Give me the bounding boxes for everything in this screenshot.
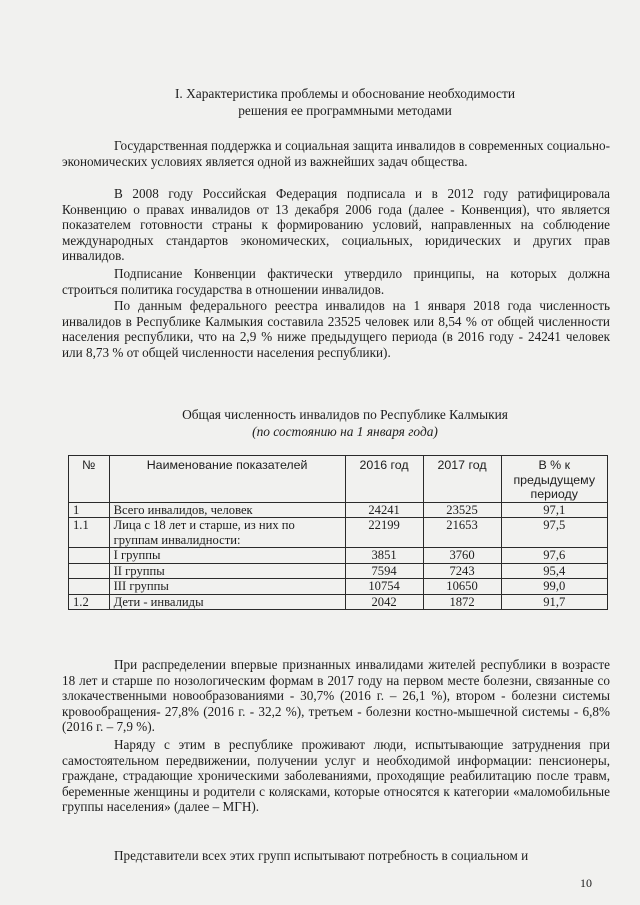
header-num: № bbox=[69, 456, 110, 503]
disability-stats-table bbox=[68, 455, 608, 610]
header-2016: 2016 год bbox=[345, 456, 423, 503]
table-header-row bbox=[69, 456, 608, 503]
cell-name: I группы bbox=[109, 548, 345, 564]
cell-2016: 22199 bbox=[345, 518, 423, 548]
cell-name: Всего инвалидов, человек bbox=[109, 502, 345, 518]
cell-num bbox=[69, 579, 110, 595]
cell-pct: 97,1 bbox=[501, 502, 608, 518]
paragraph-state-support: Государственная поддержка и социальная защита инвалидов в современных социально-экономических условиях является одной из важнейших задач общества. bbox=[62, 138, 610, 169]
page-number: 10 bbox=[580, 876, 592, 890]
cell-2016: 24241 bbox=[345, 502, 423, 518]
cell-pct: 97,6 bbox=[501, 548, 608, 564]
cell-name: Лица с 18 лет и старше, из них по группам инвалидности: bbox=[109, 518, 345, 548]
section-title-line-2: решения ее программными методами bbox=[238, 103, 452, 118]
table-row bbox=[69, 518, 608, 548]
table-row bbox=[69, 563, 608, 579]
section-title bbox=[120, 85, 570, 119]
cell-2016: 2042 bbox=[345, 594, 423, 610]
paragraph-convention: В 2008 году Российская Федерация подписала и в 2012 году ратифицировала Конвенцию о правах инвалидов от 13 декабря 2006 года (далее - Конвенция), что является показателем готовности страны к формированию условий, направленных на соблюдение международных стандартов экономических, социальных, юридических и других прав инвалидов. bbox=[62, 186, 610, 264]
paragraph-needs: Представители всех этих групп испытывают потребность в социальном и bbox=[114, 848, 529, 863]
header-name: Наименование показателей bbox=[109, 456, 345, 503]
cell-name: III группы bbox=[109, 579, 345, 595]
cell-pct: 97,5 bbox=[501, 518, 608, 548]
table-row bbox=[69, 502, 608, 518]
cell-2017: 1872 bbox=[423, 594, 501, 610]
cell-2017: 23525 bbox=[423, 502, 501, 518]
cell-2017: 10650 bbox=[423, 579, 501, 595]
paragraph-nosology: При распределении впервые признанных инвалидами жителей республики в возрасте 18 лет и старше по нозологическим формам в 2017 году на первом месте болезни, связанные со злокачественными новообразованиями - 30,7% (2016 г. – 26,1 %), втором - болезни системы кровообращения- 27,8% (2016 г. - 32,2 %), третьем - болезни костно-мышечной системы - 6,8% (2016 г. – 7,9 %). bbox=[62, 657, 610, 735]
cell-2016: 10754 bbox=[345, 579, 423, 595]
table-row bbox=[69, 548, 608, 564]
cell-2016: 7594 bbox=[345, 563, 423, 579]
cell-num bbox=[69, 548, 110, 564]
cell-name: II группы bbox=[109, 563, 345, 579]
cell-2016: 3851 bbox=[345, 548, 423, 564]
cell-num: 1.1 bbox=[69, 518, 110, 548]
paragraph-registry: По данным федерального реестра инвалидов на 1 января 2018 года численность инвалидов в Республике Калмыкия составила 23525 человек или 8,54 % от общей численности населения республики, что на 2,9 % ниже предыдущего периода (в 2016 году - 24241 человек или 8,73 % от общей численности населения республики). bbox=[62, 298, 610, 360]
table-row bbox=[69, 579, 608, 595]
table-caption bbox=[120, 406, 570, 440]
paragraph-signing: Подписание Конвенции фактически утвердило принципы, на которых должна строиться политика государства в отношении инвалидов. bbox=[62, 266, 610, 297]
table-subtitle: (по состоянию на 1 января года) bbox=[252, 424, 438, 439]
table-title: Общая численность инвалидов по Республике Калмыкия bbox=[182, 407, 508, 422]
cell-pct: 95,4 bbox=[501, 563, 608, 579]
cell-num: 1 bbox=[69, 502, 110, 518]
cell-2017: 7243 bbox=[423, 563, 501, 579]
paragraph-mgn: Наряду с этим в республике проживают люди, испытывающие затруднения при самостоятельном передвижении, получении услуг и необходимой информации: пенсионеры, граждане, страдающие хроническими заболеваниями, проходящие реабилитацию после травм, беременные женщины и родители с колясками, которые относятся к категории «маломобильные группы населения» (далее – МГН). bbox=[62, 737, 610, 815]
table-row bbox=[69, 594, 608, 610]
cell-num bbox=[69, 563, 110, 579]
cell-2017: 3760 bbox=[423, 548, 501, 564]
section-title-line-1: I. Характеристика проблемы и обоснование необходимости bbox=[174, 86, 516, 101]
cell-pct: 91,7 bbox=[501, 594, 608, 610]
header-2017: 2017 год bbox=[423, 456, 501, 503]
cell-num: 1.2 bbox=[69, 594, 110, 610]
cell-pct: 99,0 bbox=[501, 579, 608, 595]
header-pct: В % к предыдущему периоду bbox=[501, 456, 608, 503]
cell-name: Дети - инвалиды bbox=[109, 594, 345, 610]
cell-2017: 21653 bbox=[423, 518, 501, 548]
